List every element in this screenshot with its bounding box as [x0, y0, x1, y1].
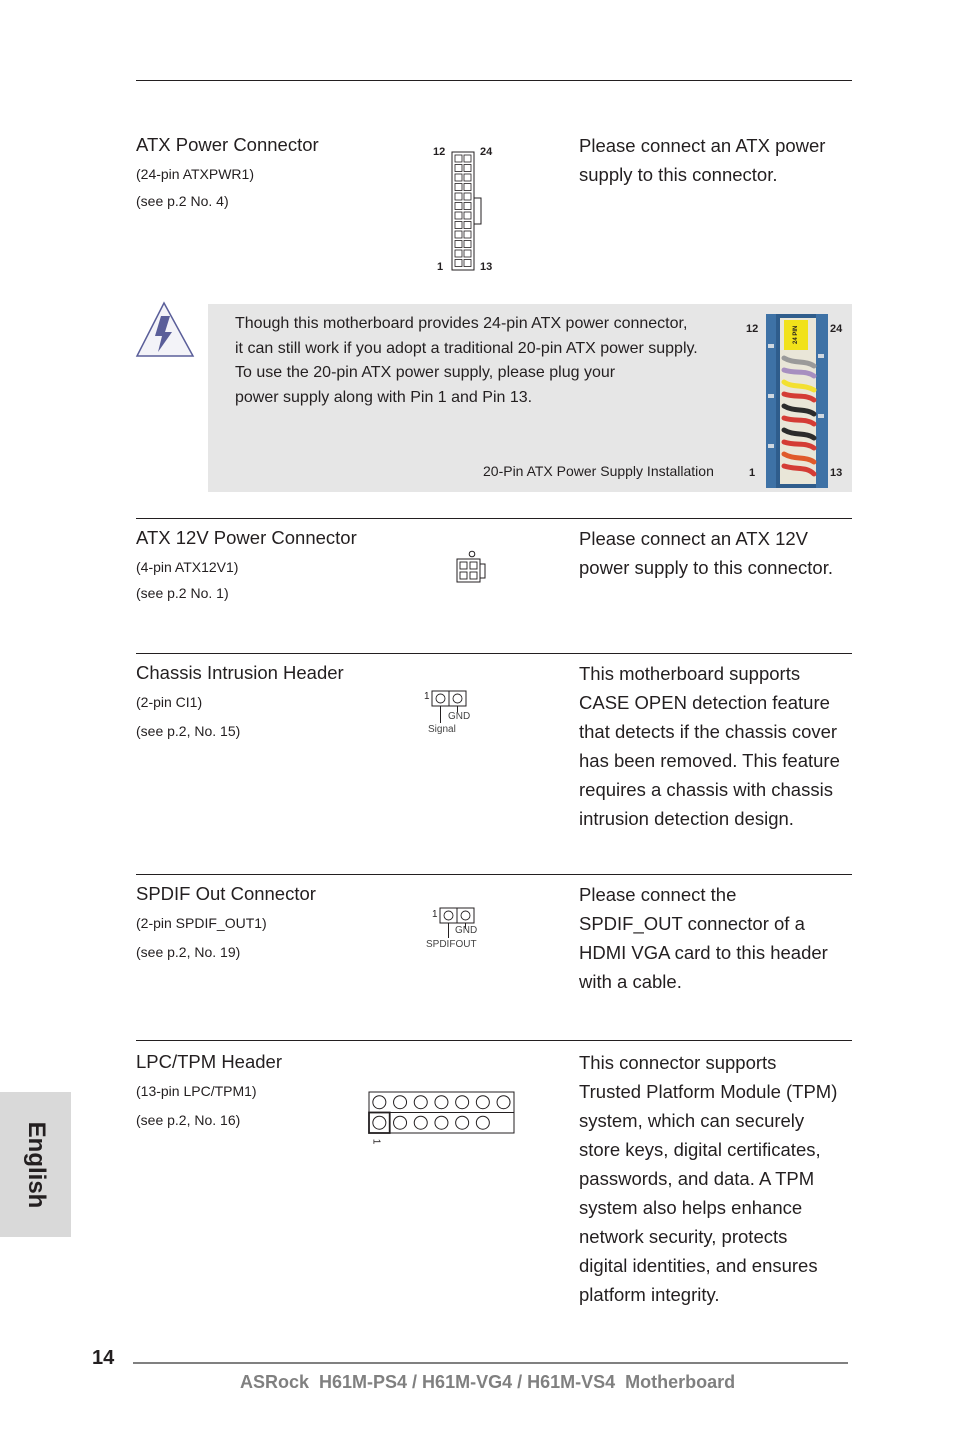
language-side-tab [0, 1092, 71, 1237]
atx-pin-cell [455, 241, 462, 248]
atx-pin-cell [464, 222, 471, 229]
atx12v-page-ref: (see p.2 No. 1) [136, 585, 229, 601]
tpm-page-ref: (see p.2, No. 16) [136, 1112, 241, 1128]
tpm-pin1-label: 1 [370, 1138, 382, 1145]
tpm-pin [456, 1116, 469, 1129]
tpm-desc-line: passwords, and data. A TPM [579, 1168, 815, 1189]
tpm-desc-line: system also helps enhance [579, 1197, 803, 1218]
atx-title: ATX Power Connector [136, 134, 319, 155]
note-line: power supply along with Pin 1 and Pin 13. [235, 388, 533, 406]
atx-pin-cell [455, 155, 462, 162]
page-number: 14 [92, 1347, 115, 1369]
tpm-pin [373, 1096, 386, 1109]
atx-24pin-connector-diagram [450, 148, 486, 274]
tpm-desc-line: digital identities, and ensures [579, 1255, 818, 1276]
power-connector-photo [766, 314, 828, 488]
tpm-pin [476, 1096, 489, 1109]
atx-pin-cell [455, 212, 462, 219]
warning-icon [134, 300, 196, 360]
chassis-gnd-label: GND [448, 711, 471, 722]
tpm-desc-line: platform integrity. [579, 1284, 720, 1305]
note-box [208, 304, 852, 492]
tpm-desc-line: This connector supports [579, 1052, 777, 1073]
atx-pin-cell [464, 241, 471, 248]
spdif-pin-count: (2-pin SPDIF_OUT1) [136, 915, 267, 931]
atx-desc-line: Please connect an ATX power [579, 135, 826, 156]
spdif-pin1-label: 1 [432, 909, 438, 920]
atx-pin-cell [455, 250, 462, 257]
spdif-page-ref: (see p.2, No. 19) [136, 944, 241, 960]
chassis-description [579, 659, 840, 833]
photo-pin-label-12: 12 [746, 323, 759, 335]
chassis-desc-line: intrusion detection design. [579, 808, 794, 829]
atx-pin-cell [455, 260, 462, 267]
footer-model-title: ASRock H61M-PS4 / H61M-VG4 / H61M-VS4 Motherboard [240, 1372, 736, 1392]
tpm-pin [373, 1116, 386, 1129]
tpm-pin [394, 1096, 407, 1109]
atx-pin-cell [455, 184, 462, 191]
tpm-pin [497, 1096, 510, 1109]
atx-page-ref: (see p.2 No. 4) [136, 193, 229, 209]
chassis-signal-label: Signal [428, 724, 456, 735]
atx-pin-label-1: 1 [437, 261, 444, 273]
tpm-pin [394, 1116, 407, 1129]
photo-pin-label-24: 24 [830, 323, 843, 335]
atx-desc-line: supply to this connector. [579, 164, 778, 185]
chassis-page-ref: (see p.2, No. 15) [136, 723, 241, 739]
atx-pin-count: (24-pin ATXPWR1) [136, 166, 254, 182]
atx-pin-cell [464, 250, 471, 257]
section-divider [136, 653, 852, 654]
tpm-pin [476, 1116, 489, 1129]
language-tab-label: English [22, 1121, 50, 1208]
spdif-gnd-label: GND [455, 925, 478, 936]
tpm-desc-line: network security, protects [579, 1226, 788, 1247]
spdif-title: SPDIF Out Connector [136, 883, 316, 904]
tpm-pin [435, 1116, 448, 1129]
atx12v-description [579, 524, 833, 582]
note-line: it can still work if you adopt a traditional 20-pin ATX power supply. [235, 339, 698, 357]
atx12v-desc-line: Please connect an ATX 12V [579, 528, 809, 549]
atx12v-pin-count: (4-pin ATX12V1) [136, 559, 239, 575]
chassis-title: Chassis Intrusion Header [136, 662, 344, 683]
chassis-desc-line: has been removed. This feature [579, 750, 840, 771]
atx-pin-cell [455, 174, 462, 181]
tpm-pin [414, 1116, 427, 1129]
spdif-description [579, 880, 828, 996]
atx-pin-cell [464, 212, 471, 219]
footer-rule [133, 1362, 848, 1364]
photo-pin-label-13: 13 [830, 467, 843, 479]
section-divider [136, 1040, 852, 1041]
note-line: To use the 20-pin ATX power supply, please plug your [235, 364, 616, 381]
spdif-desc-line: Please connect the [579, 884, 737, 905]
photo-connector-label: 24 PIN [793, 325, 799, 344]
atx12v-desc-line: power supply to this connector. [579, 557, 834, 578]
tpm-title: LPC/TPM Header [136, 1051, 282, 1072]
photo-pin-label-1: 1 [749, 467, 756, 479]
atx-pin-cell [455, 165, 462, 172]
tpm-description [579, 1048, 837, 1309]
atx12v-title: ATX 12V Power Connector [136, 527, 357, 548]
section-divider [136, 874, 852, 875]
tpm-desc-line: Trusted Platform Module (TPM) [579, 1081, 838, 1102]
atx-pin-label-13: 13 [480, 261, 493, 273]
chassis-desc-line: that detects if the chassis cover [579, 721, 838, 742]
chassis-pin-count: (2-pin CI1) [136, 694, 203, 710]
atx-pin-label-12: 12 [433, 146, 446, 158]
tpm-pin-count: (13-pin LPC/TPM1) [136, 1083, 257, 1099]
chassis-desc-line: This motherboard supports [579, 663, 801, 684]
atx-pin-cell [464, 155, 471, 162]
note-line: Though this motherboard provides 24-pin ATX power connector, [235, 315, 688, 332]
atx-pin-cell [464, 203, 471, 210]
tpm-pin [435, 1096, 448, 1109]
top-rule [136, 80, 852, 81]
atx-pin-cell [464, 184, 471, 191]
atx-pin-cell [455, 222, 462, 229]
atx-pin-cell [464, 231, 471, 238]
chassis-desc-line: requires a chassis with chassis [579, 779, 833, 800]
atx-pin-cell [455, 193, 462, 200]
atx-pin-cell [464, 174, 471, 181]
atx-pin-cell [464, 165, 471, 172]
tpm-desc-line: store keys, digital certificates, [579, 1139, 821, 1160]
tpm-desc-line: system, which can securely [579, 1110, 805, 1131]
spdif-signal-label: SPDIFOUT [426, 939, 477, 950]
spdif-desc-line: with a cable. [579, 971, 682, 992]
tpm-pin [414, 1096, 427, 1109]
chassis-desc-line: CASE OPEN detection feature [579, 692, 830, 713]
atx-pin-cell [455, 231, 462, 238]
atx-pin-cell [464, 193, 471, 200]
atx-description [579, 131, 825, 189]
atx12v-4pin-connector-diagram [454, 550, 490, 586]
atx-pin-label-24: 24 [480, 146, 493, 158]
spdif-desc-line: HDMI VGA card to this header [579, 942, 828, 963]
tpm-pin [456, 1096, 469, 1109]
section-divider [136, 518, 852, 519]
chassis-pin1-label: 1 [424, 691, 430, 702]
tpm-13pin-header-diagram [366, 1089, 518, 1137]
atx-pin-cell [455, 203, 462, 210]
spdif-2pin-header-diagram [438, 906, 478, 942]
atx-pin-cell [464, 260, 471, 267]
spdif-desc-line: SPDIF_OUT connector of a [579, 913, 805, 934]
note-caption: 20-Pin ATX Power Supply Installation [483, 463, 714, 479]
note-text [235, 312, 698, 410]
